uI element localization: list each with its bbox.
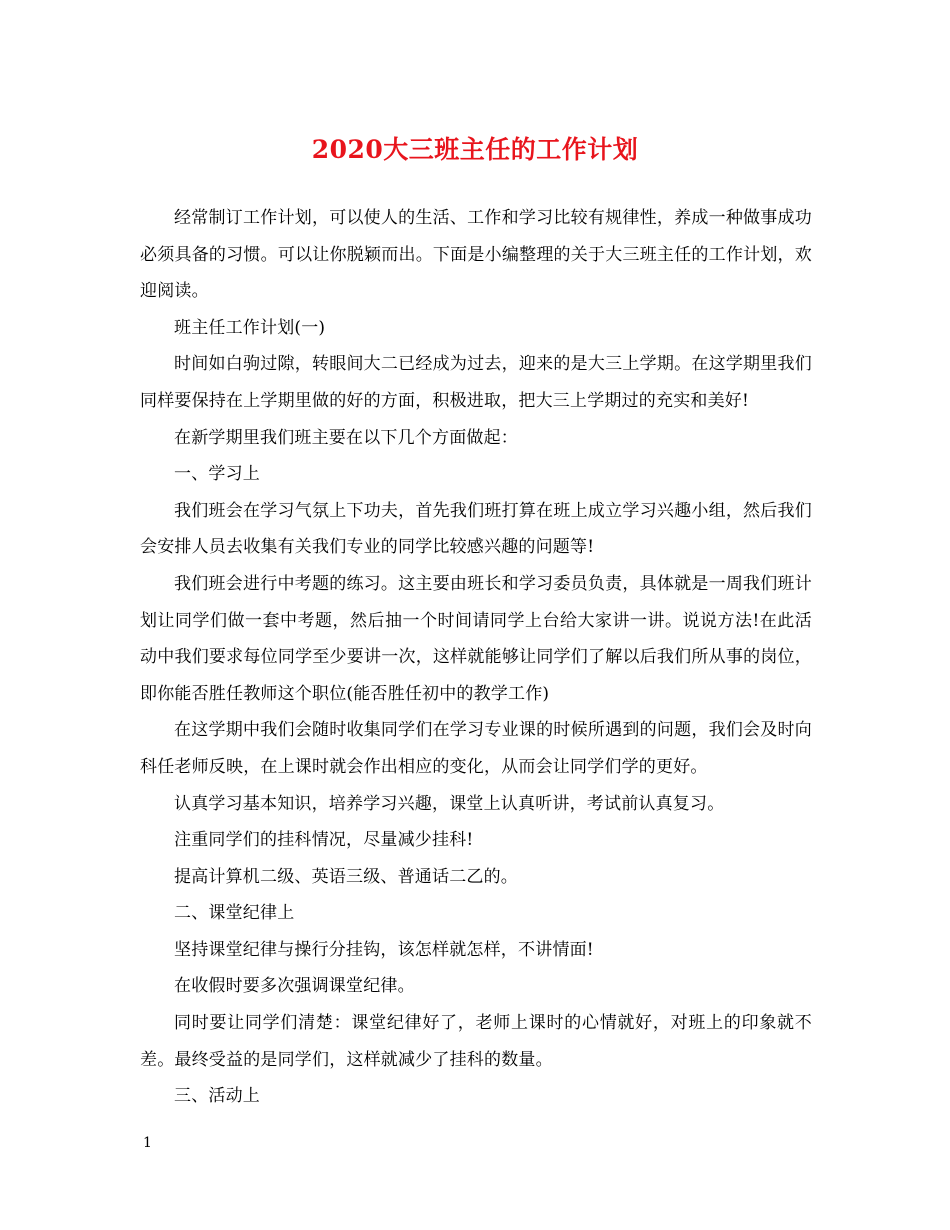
page-number: 1 <box>143 1135 152 1151</box>
body-paragraph: 时间如白驹过隙，转眼间大二已经成为过去，迎来的是大三上学期。在这学期里我们同样要保持在上学期里做的好的方面，积极进取，把大三上学期过的充实和美好! <box>140 354 812 411</box>
body-paragraph: 坚持课堂纪律与操行分挂钩，该怎样就怎样，不讲情面! <box>174 939 594 960</box>
section-heading-discipline: 二、课堂纪律上 <box>174 903 295 924</box>
section-heading-study: 一、学习上 <box>174 464 260 485</box>
body-paragraph: 在收假时要多次强调课堂纪律。 <box>174 976 415 997</box>
intro-paragraph: 经常制订工作计划，可以使人的生活、工作和学习比较有规律性，养成一种做事成功必须具备的习惯。可以让你脱颖而出。下面是小编整理的关于大三班主任的工作计划，欢迎阅读。 <box>140 208 812 302</box>
body-paragraph: 同时要让同学们清楚：课堂纪律好了，老师上课时的心情就好，对班上的印象就不差。最终受益的是同学们，这样就减少了挂科的数量。 <box>140 1013 812 1070</box>
plan-heading: 班主任工作计划(一) <box>174 317 326 338</box>
body-paragraph: 我们班会在学习气氛上下功夫，首先我们班打算在班上成立学习兴趣小组，然后我们会安排人员去收集有关我们专业的同学比较感兴趣的问题等! <box>140 500 812 558</box>
body-paragraph: 注重同学们的挂科情况，尽量减少挂科! <box>174 830 474 851</box>
body-paragraph: 提高计算机二级、英语三级、普通话二乙的。 <box>174 866 518 887</box>
body-paragraph: 在新学期里我们班主要在以下几个方面做起： <box>174 427 518 448</box>
document-body <box>140 200 812 1115</box>
body-paragraph: 我们班会进行中考题的练习。这主要由班长和学习委员负责，具体就是一周我们班计划让同学们做一套中考题，然后抽一个时间请同学上台给大家讲一讲。说说方法!在此活动中我们要求每位同学至少要讲一次，这样就能够让同学们了解以后我们所从事的岗位，即你能否胜任教师这个职位(能否胜任初中的教学工作) <box>140 573 812 704</box>
body-paragraph: 认真学习基本知识，培养学习兴趣，课堂上认真听讲，考试前认真复习。 <box>174 793 725 814</box>
body-paragraph: 在这学期中我们会随时收集同学们在学习专业课的时候所遇到的问题，我们会及时向科任老师反映，在上课时就会作出相应的变化，从而会让同学们学的更好。 <box>140 720 812 777</box>
document-title: 2020大三班主任的工作计划 <box>311 135 639 164</box>
section-heading-activities: 三、活动上 <box>174 1086 260 1107</box>
